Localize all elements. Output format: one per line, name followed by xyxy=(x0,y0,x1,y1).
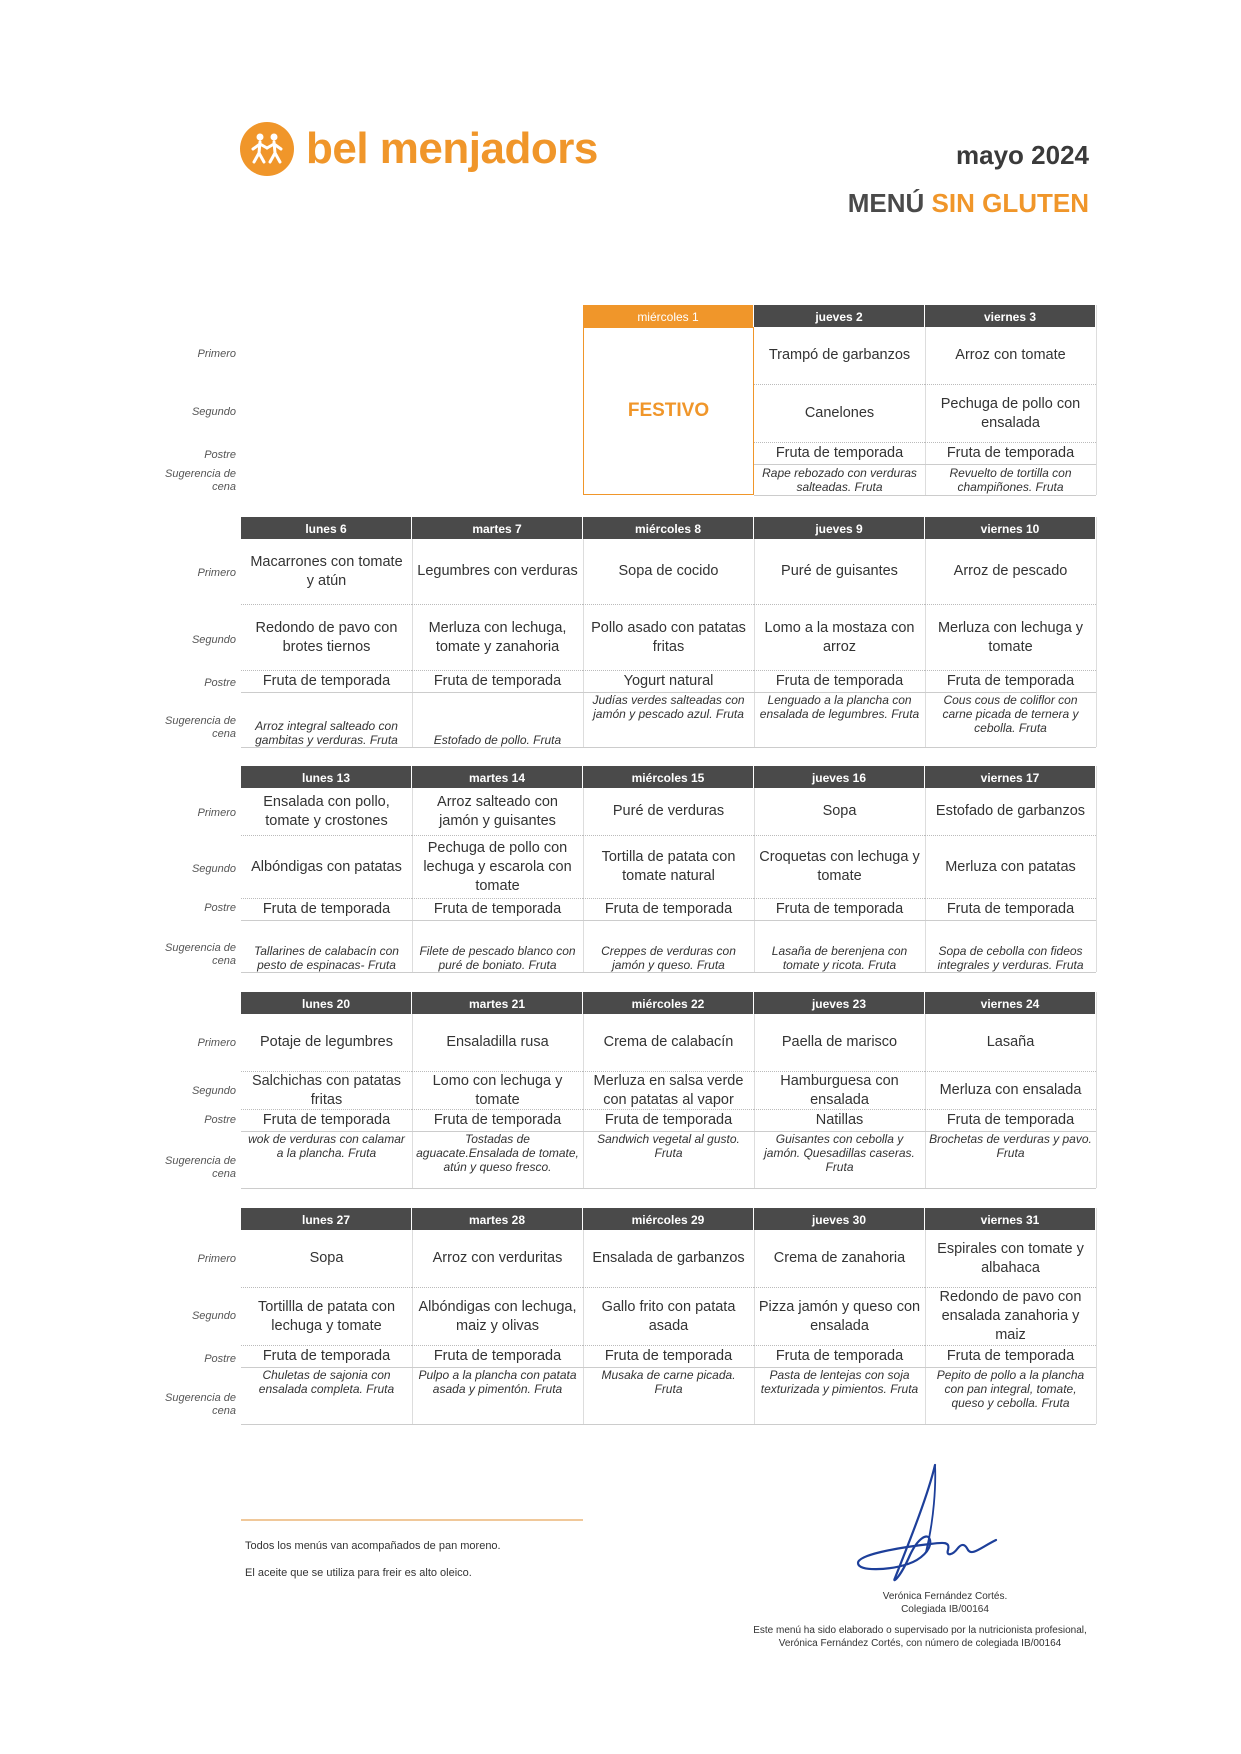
day-header: lunes 20 xyxy=(241,992,412,1014)
segundo-cell: Albóndigas con lechuga, maiz y olivas xyxy=(412,1288,583,1346)
primero-cell: Potaje de legumbres xyxy=(241,1014,412,1072)
week-4 xyxy=(160,992,1095,1188)
segundo-cell: Merluza con lechuga y tomate xyxy=(925,605,1096,671)
label-segundo: Segundo xyxy=(191,406,236,418)
primero-cell: Trampó de garbanzos xyxy=(754,327,925,385)
cena-cell: Revuelto de tortilla con champiñones. Fruta xyxy=(949,466,1072,494)
label-primero: Primero xyxy=(197,1037,236,1049)
cena-cell: Estofado de pollo. Fruta xyxy=(433,733,562,747)
postre-cell: Fruta de temporada xyxy=(583,899,754,921)
cena-cell: Pasta de lentejas con soja texturizada y pimientos. Fruta xyxy=(760,1368,919,1396)
day-column xyxy=(925,517,1097,747)
day-header: jueves 30 xyxy=(754,1208,925,1230)
label-cena: Sugerencia de cena xyxy=(165,468,236,493)
cena-cell: Musaka de carne picada. Fruta xyxy=(601,1368,736,1396)
day-column xyxy=(412,992,584,1188)
day-header: martes 14 xyxy=(412,766,583,788)
day-column xyxy=(241,992,413,1188)
primero-cell: Macarrones con tomate y atún xyxy=(241,539,412,605)
day-column xyxy=(583,1208,755,1424)
day-column xyxy=(754,1208,926,1424)
primero-cell: Arroz de pescado xyxy=(925,539,1096,605)
day-column xyxy=(241,766,413,972)
cena-cell: wok de verduras con calamar a la plancha. Fruta xyxy=(248,1132,405,1160)
postre-cell: Yogurt natural xyxy=(583,671,754,693)
postre-cell: Fruta de temporada xyxy=(412,1346,583,1368)
label-primero: Primero xyxy=(197,348,236,360)
week-3 xyxy=(160,766,1095,972)
day-column xyxy=(583,766,755,972)
day-header: lunes 6 xyxy=(241,517,412,539)
segundo-cell: Tortilla de patata con tomate natural xyxy=(583,836,754,899)
day-header: viernes 24 xyxy=(925,992,1096,1014)
cena-cell: Guisantes con cebolla y jamón. Quesadillas caseras. Fruta xyxy=(764,1132,915,1174)
primero-cell: Arroz con tomate xyxy=(925,327,1096,385)
festivo-label: FESTIVO xyxy=(583,327,754,495)
postre-cell: Fruta de temporada xyxy=(412,671,583,693)
signature-image xyxy=(850,1460,1000,1590)
day-header: lunes 27 xyxy=(241,1208,412,1230)
day-header: miércoles 22 xyxy=(583,992,754,1014)
day-column xyxy=(583,305,754,421)
cena-cell: Brochetas de verduras y pavo. Fruta xyxy=(929,1132,1092,1160)
cena-cell: Chuletas de sajonia con ensalada completa. Fruta xyxy=(258,1368,395,1396)
postre-cell: Fruta de temporada xyxy=(583,1110,754,1132)
label-segundo: Segundo xyxy=(191,863,236,875)
row-divider xyxy=(754,495,1096,496)
postre-cell: Fruta de temporada xyxy=(412,1110,583,1132)
segundo-cell: Salchichas con patatas fritas xyxy=(241,1072,412,1110)
primero-cell: Arroz con verduritas xyxy=(412,1230,583,1288)
postre-cell: Fruta de temporada xyxy=(754,671,925,693)
segundo-cell: Lomo a la mostaza con arroz xyxy=(754,605,925,671)
day-header: miércoles 1 xyxy=(583,305,754,327)
postre-cell: Fruta de temporada xyxy=(754,899,925,921)
menu-label: MENÚ xyxy=(847,188,925,218)
cena-cell: Arroz integral salteado con gambitas y verduras. Fruta xyxy=(255,719,398,747)
postre-cell: Fruta de temporada xyxy=(583,1346,754,1368)
cena-cell: Creppes de verduras con jamón y queso. Fruta xyxy=(601,944,736,972)
segundo-cell: Pechuga de pollo con lechuga y escarola con tomate xyxy=(412,836,583,899)
day-column xyxy=(925,1208,1097,1424)
day-header: jueves 16 xyxy=(754,766,925,788)
label-postre: Postre xyxy=(204,1353,236,1365)
day-column xyxy=(925,766,1097,972)
segundo-cell: Merluza con patatas xyxy=(925,836,1096,899)
day-column xyxy=(583,517,755,747)
footer-note-bread: Todos los menús van acompañados de pan moreno. xyxy=(245,1540,501,1552)
segundo-cell: Redondo de pavo con brotes tiernos xyxy=(241,605,412,671)
day-column xyxy=(925,992,1097,1188)
day-column xyxy=(241,517,413,747)
menu-type: SIN GLUTEN xyxy=(931,188,1089,218)
running-kids-icon xyxy=(240,122,294,176)
postre-cell: Natillas xyxy=(754,1110,925,1132)
label-cena: Sugerencia de cena xyxy=(165,942,236,967)
day-column xyxy=(754,766,926,972)
day-column xyxy=(412,1208,584,1424)
signer-name: Verónica Fernández Cortés. xyxy=(882,1591,1008,1602)
label-postre: Postre xyxy=(204,677,236,689)
primero-cell: Sopa de cocido xyxy=(583,539,754,605)
brand-name: bel menjadors xyxy=(306,124,598,173)
postre-cell: Fruta de temporada xyxy=(754,1346,925,1368)
postre-cell: Fruta de temporada xyxy=(925,1110,1096,1132)
day-column xyxy=(583,992,755,1188)
day-column xyxy=(754,517,926,747)
primero-cell: Arroz salteado con jamón y guisantes xyxy=(412,788,583,836)
month-title: mayo 2024 xyxy=(956,140,1089,170)
day-column xyxy=(412,517,584,747)
segundo-cell: Gallo frito con patata asada xyxy=(583,1288,754,1346)
cena-cell: Cous cous de coliflor con carne picada de ternera y cebolla. Fruta xyxy=(942,693,1079,735)
segundo-cell: Croquetas con lechuga y tomate xyxy=(754,836,925,899)
cena-cell: Sopa de cebolla con fideos integrales y verduras. Fruta xyxy=(937,944,1084,972)
cena-cell: Lenguado a la plancha con ensalada de legumbres. Fruta xyxy=(759,693,920,721)
label-cena: Sugerencia de cena xyxy=(165,1392,236,1417)
label-segundo: Segundo xyxy=(191,1085,236,1097)
week-5 xyxy=(160,1208,1095,1424)
cena-cell: Judías verdes salteadas con jamón y pescado azul. Fruta xyxy=(592,693,745,721)
cena-cell: Filete de pescado blanco con puré de boniato. Fruta xyxy=(419,944,576,972)
primero-cell: Espirales con tomate y albahaca xyxy=(925,1230,1096,1288)
primero-cell: Sopa xyxy=(241,1230,412,1288)
day-header: viernes 31 xyxy=(925,1208,1096,1230)
brand-logo xyxy=(240,122,598,176)
day-header: miércoles 8 xyxy=(583,517,754,539)
postre-cell: Fruta de temporada xyxy=(925,1346,1096,1368)
label-cena: Sugerencia de cena xyxy=(165,1155,236,1180)
day-header: viernes 10 xyxy=(925,517,1096,539)
cena-cell: Tostadas de aguacate.Ensalada de tomate, atún y queso fresco. xyxy=(416,1132,579,1174)
row-divider xyxy=(241,747,1096,748)
postre-cell: Fruta de temporada xyxy=(925,443,1096,465)
week-1 xyxy=(160,305,1095,495)
primero-cell: Sopa xyxy=(754,788,925,836)
day-column xyxy=(754,992,926,1188)
label-primero: Primero xyxy=(197,1253,236,1265)
cena-cell: Lasaña de berenjena con tomate y ricota. Fruta xyxy=(771,944,908,972)
day-header: viernes 17 xyxy=(925,766,1096,788)
day-header: jueves 9 xyxy=(754,517,925,539)
day-column xyxy=(241,1208,413,1424)
day-header: lunes 13 xyxy=(241,766,412,788)
segundo-cell: Merluza con ensalada xyxy=(925,1072,1096,1110)
label-primero: Primero xyxy=(197,567,236,579)
cena-cell: Tallarines de calabacín con pesto de espinacas- Fruta xyxy=(254,944,399,972)
segundo-cell: Redondo de pavo con ensalada zanahoria y maiz xyxy=(925,1288,1096,1346)
segundo-cell: Pechuga de pollo con ensalada xyxy=(925,385,1096,443)
label-cena: Sugerencia de cena xyxy=(165,715,236,740)
primero-cell: Puré de guisantes xyxy=(754,539,925,605)
day-header: miércoles 15 xyxy=(583,766,754,788)
postre-cell: Fruta de temporada xyxy=(412,899,583,921)
postre-cell: Fruta de temporada xyxy=(925,671,1096,693)
signer-registration: Colegiada IB/00164 xyxy=(901,1604,989,1615)
day-header: jueves 2 xyxy=(754,305,925,327)
postre-cell: Fruta de temporada xyxy=(925,899,1096,921)
primero-cell: Ensaladilla rusa xyxy=(412,1014,583,1072)
segundo-cell: Lomo con lechuga y tomate xyxy=(412,1072,583,1110)
day-column xyxy=(925,305,1097,495)
day-header: martes 7 xyxy=(412,517,583,539)
day-header: viernes 3 xyxy=(925,305,1096,327)
segundo-cell: Hamburguesa con ensalada xyxy=(754,1072,925,1110)
nutritionist-disclaimer xyxy=(740,1624,1100,1650)
day-header: martes 21 xyxy=(412,992,583,1014)
signer-block xyxy=(850,1590,1040,1616)
primero-cell: Ensalada de garbanzos xyxy=(583,1230,754,1288)
cena-cell: Pulpo a la plancha con patata asada y pimentón. Fruta xyxy=(418,1368,577,1396)
primero-cell: Crema de calabacín xyxy=(583,1014,754,1072)
primero-cell: Paella de marisco xyxy=(754,1014,925,1072)
primero-cell: Puré de verduras xyxy=(583,788,754,836)
footer-divider xyxy=(241,1519,583,1521)
segundo-cell: Merluza con lechuga, tomate y zanahoria xyxy=(412,605,583,671)
postre-cell: Fruta de temporada xyxy=(241,899,412,921)
cena-cell: Sandwich vegetal al gusto. Fruta xyxy=(597,1132,740,1160)
primero-cell: Lasaña xyxy=(925,1014,1096,1072)
postre-cell: Fruta de temporada xyxy=(754,443,925,465)
cena-cell: Pepito de pollo a la plancha con pan integral, tomate, queso y cebolla. Fruta xyxy=(936,1368,1085,1410)
segundo-cell: Tortillla de patata con lechuga y tomate xyxy=(241,1288,412,1346)
postre-cell: Fruta de temporada xyxy=(241,671,412,693)
segundo-cell: Merluza en salsa verde con patatas al vapor xyxy=(583,1072,754,1110)
label-segundo: Segundo xyxy=(191,1310,236,1322)
label-primero: Primero xyxy=(197,807,236,819)
row-divider xyxy=(241,1188,1096,1189)
day-header: jueves 23 xyxy=(754,992,925,1014)
postre-cell: Fruta de temporada xyxy=(241,1110,412,1132)
primero-cell: Ensalada con pollo, tomate y crostones xyxy=(241,788,412,836)
disclaimer-line-1: Este menú ha sido elaborado o supervisado por la nutricionista profesional, xyxy=(753,1625,1087,1636)
label-postre: Postre xyxy=(204,902,236,914)
day-column xyxy=(412,766,584,972)
primero-cell: Legumbres con verduras xyxy=(412,539,583,605)
postre-cell: Fruta de temporada xyxy=(241,1346,412,1368)
label-postre: Postre xyxy=(204,449,236,461)
row-divider xyxy=(241,1424,1096,1425)
segundo-cell: Pizza jamón y queso con ensalada xyxy=(754,1288,925,1346)
label-segundo: Segundo xyxy=(191,634,236,646)
day-header: miércoles 29 xyxy=(583,1208,754,1230)
segundo-cell: Pollo asado con patatas fritas xyxy=(583,605,754,671)
row-divider xyxy=(241,972,1096,973)
menu-title xyxy=(848,188,1089,219)
day-column xyxy=(754,305,926,495)
primero-cell: Estofado de garbanzos xyxy=(925,788,1096,836)
label-postre: Postre xyxy=(204,1114,236,1126)
cena-cell: Rape rebozado con verduras salteadas. Fruta xyxy=(762,466,917,494)
segundo-cell: Albóndigas con patatas xyxy=(241,836,412,899)
segundo-cell: Canelones xyxy=(754,385,925,443)
footer-note-oil: El aceite que se utiliza para freir es alto oleico. xyxy=(245,1567,472,1579)
day-header: martes 28 xyxy=(412,1208,583,1230)
week-2 xyxy=(160,517,1095,747)
primero-cell: Crema de zanahoria xyxy=(754,1230,925,1288)
disclaimer-line-2: Verónica Fernández Cortés, con número de colegiada IB/00164 xyxy=(778,1638,1062,1649)
